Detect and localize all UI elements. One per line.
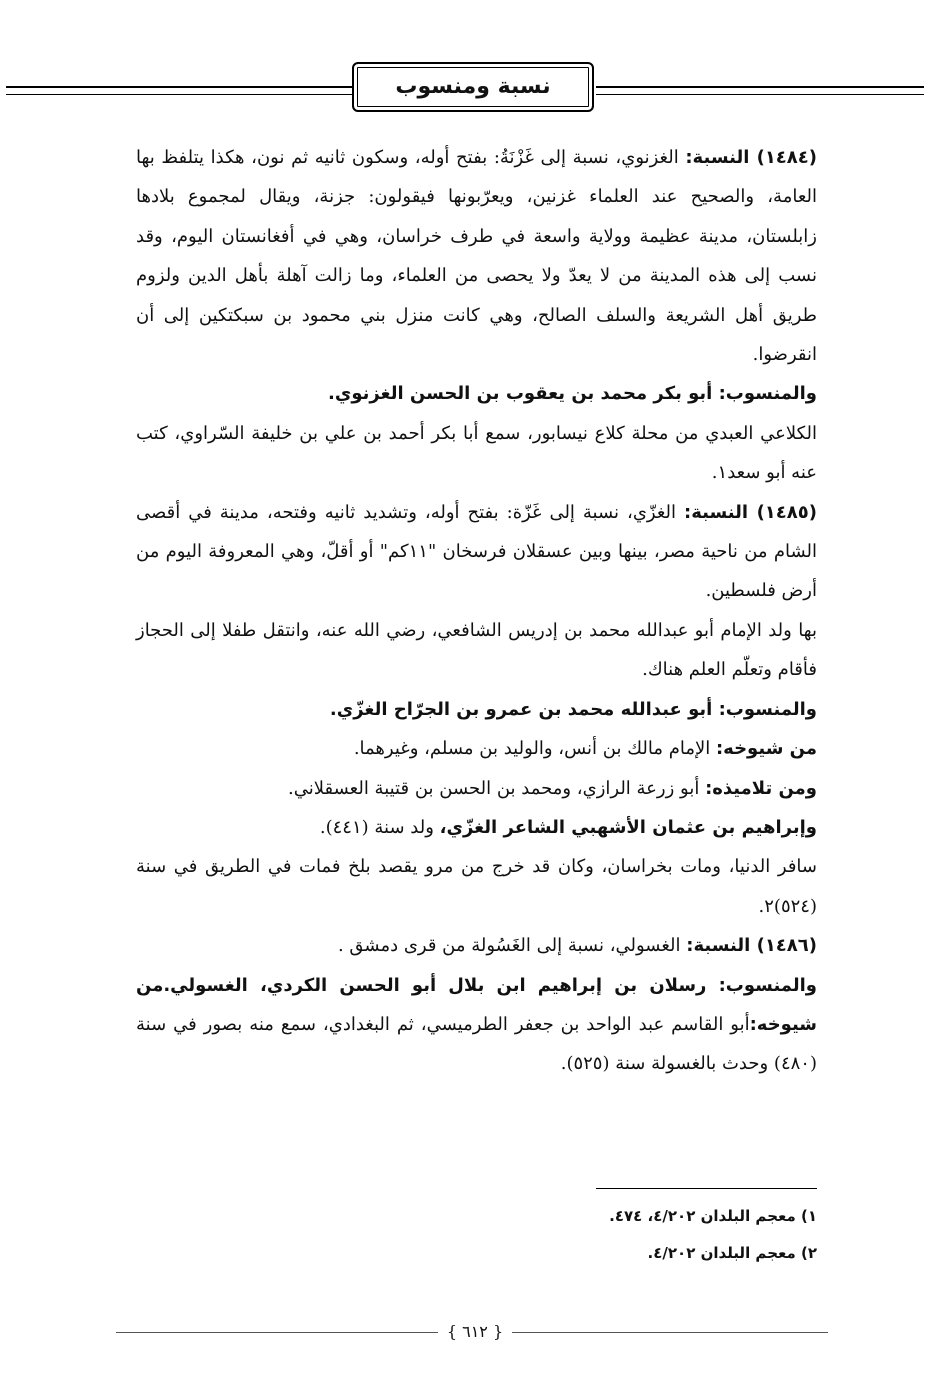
paragraph bbox=[136, 966, 817, 1084]
paragraph-label: (١٤٨٤) النسبة: bbox=[685, 147, 817, 168]
paragraph-text: سافر الدنيا، ومات بخراسان، وكان قد خرج من مرو يقصد بلخ فمات في الطريق في سنة (٥٢٤)٢. bbox=[136, 856, 817, 917]
paragraph-label: والمنسوب: رسلان بن إبراهيم ابن بلال أبو الحسن الكردي، الغسولي.من شيوخه: bbox=[136, 974, 817, 1035]
paragraph bbox=[136, 847, 817, 926]
footnote: ١) معجم البلدان ٤/٢٠٢، ٤٧٤. bbox=[609, 1207, 817, 1225]
paragraph bbox=[136, 729, 817, 768]
page-number-value: ٦١٢ bbox=[462, 1322, 488, 1341]
footnote-divider bbox=[596, 1188, 817, 1189]
footer-rule-right bbox=[512, 1332, 828, 1333]
paragraph bbox=[136, 769, 817, 808]
paragraph-label: والمنسوب: أبو عبدالله محمد بن عمرو بن الجرّاح الغزّي. bbox=[329, 698, 817, 720]
paragraph-text: بها ولد الإمام أبو عبدالله محمد بن إدريس الشافعي، رضي الله عنه، وانتقل طفلا إلى الحجاز فأقام وتعلّم العلم هناك. bbox=[136, 619, 817, 681]
paragraph-text: ولد سنة (٤٤١). bbox=[319, 816, 440, 838]
page-footer bbox=[0, 1318, 929, 1348]
paragraph-label: من شيوخه: bbox=[715, 738, 817, 760]
paragraph bbox=[136, 611, 817, 690]
paragraph-label: والمنسوب: أبو بكر محمد بن يعقوب بن الحسن الغزنوي. bbox=[327, 383, 817, 405]
header-rule-right bbox=[596, 86, 924, 95]
paragraph bbox=[136, 808, 817, 847]
paragraph bbox=[136, 138, 817, 374]
paragraph-label: (١٤٨٥) النسبة: bbox=[684, 501, 817, 523]
paragraph-label: وإبراهيم بن عثمان الأشهبي الشاعر الغزّي، bbox=[439, 816, 817, 838]
footnotes bbox=[420, 1198, 817, 1272]
paragraph-text: الغزّي، نسبة إلى غَزّة: بفتح أوله، وتشديد ثانيه وفتحه، مدينة في أقصى الشام من ناحية مصر، بينها وبين عسقلان فرسخان "١١كم" أو أقلّ، وهي المعروفة اليوم من أرض فلسطين. bbox=[136, 501, 817, 602]
paragraph bbox=[136, 926, 817, 965]
page-number: { ٦١٢ } bbox=[446, 1322, 504, 1341]
footnote: ٢) معجم البلدان ٤/٢٠٢. bbox=[647, 1244, 817, 1262]
paragraph-text: الكلاعي العبدي من محلة كلاع نيسابور، سمع أبا بكر أحمد بن علي بن خليفة السّراوي، كتب عنه أبو سعد١. bbox=[136, 422, 817, 484]
paragraph-text: الغزنوي، نسبة إلى غَزْنَةُ: بفتح أوله، وسكون ثانيه ثم نون، هكذا يتلفظ بها العامة، والصحيح عند العلماء غزنين، ويعرّبونها فيقولون: جزنة، ويقال لمجموع بلادها زابلستان، مدينة عظيمة وولاية واسعة في طرف خراسان، وهي في أفغانستان اليوم، وقد نسب إلى هذه المدينة من لا يعدّ ولا يحصى من العلماء، وما زالت آهلة بأهل الدين ولزوم طريق أهل الشريعة والسلف الصالح، وهي كانت منزل بني محمود بن سبكتكين إلى أن انقرضوا. bbox=[136, 147, 817, 366]
paragraph bbox=[136, 493, 817, 611]
paragraph-label: (١٤٨٦) النسبة: bbox=[686, 935, 817, 957]
header-title: نسبة ومنسوب bbox=[395, 74, 551, 99]
header-rule-left bbox=[6, 86, 352, 95]
paragraph-text: أبو القاسم عبد الواحد بن جعفر الطرميسي، ثم البغدادي، سمع منه بصور في سنة (٤٨٠) وحدث بالغسولة سنة (٥٢٥). bbox=[136, 1013, 817, 1075]
paragraph-text: الغسولي، نسبة إلى الغَسُولة من قرى دمشق . bbox=[337, 935, 687, 957]
page-header bbox=[0, 62, 929, 118]
paragraph bbox=[136, 374, 817, 413]
header-title-box bbox=[352, 62, 594, 112]
paragraph bbox=[136, 690, 817, 729]
paragraph-text: أبو زرعة الرازي، ومحمد بن الحسن بن قتيبة العسقلاني. bbox=[288, 777, 706, 799]
footer-rule-left bbox=[116, 1332, 438, 1333]
paragraph-text: الإمام مالك بن أنس، والوليد بن مسلم، وغيرهما. bbox=[353, 738, 716, 760]
paragraph bbox=[136, 414, 817, 493]
main-text bbox=[136, 138, 817, 1084]
paragraph-label: ومن تلاميذه: bbox=[705, 777, 817, 799]
